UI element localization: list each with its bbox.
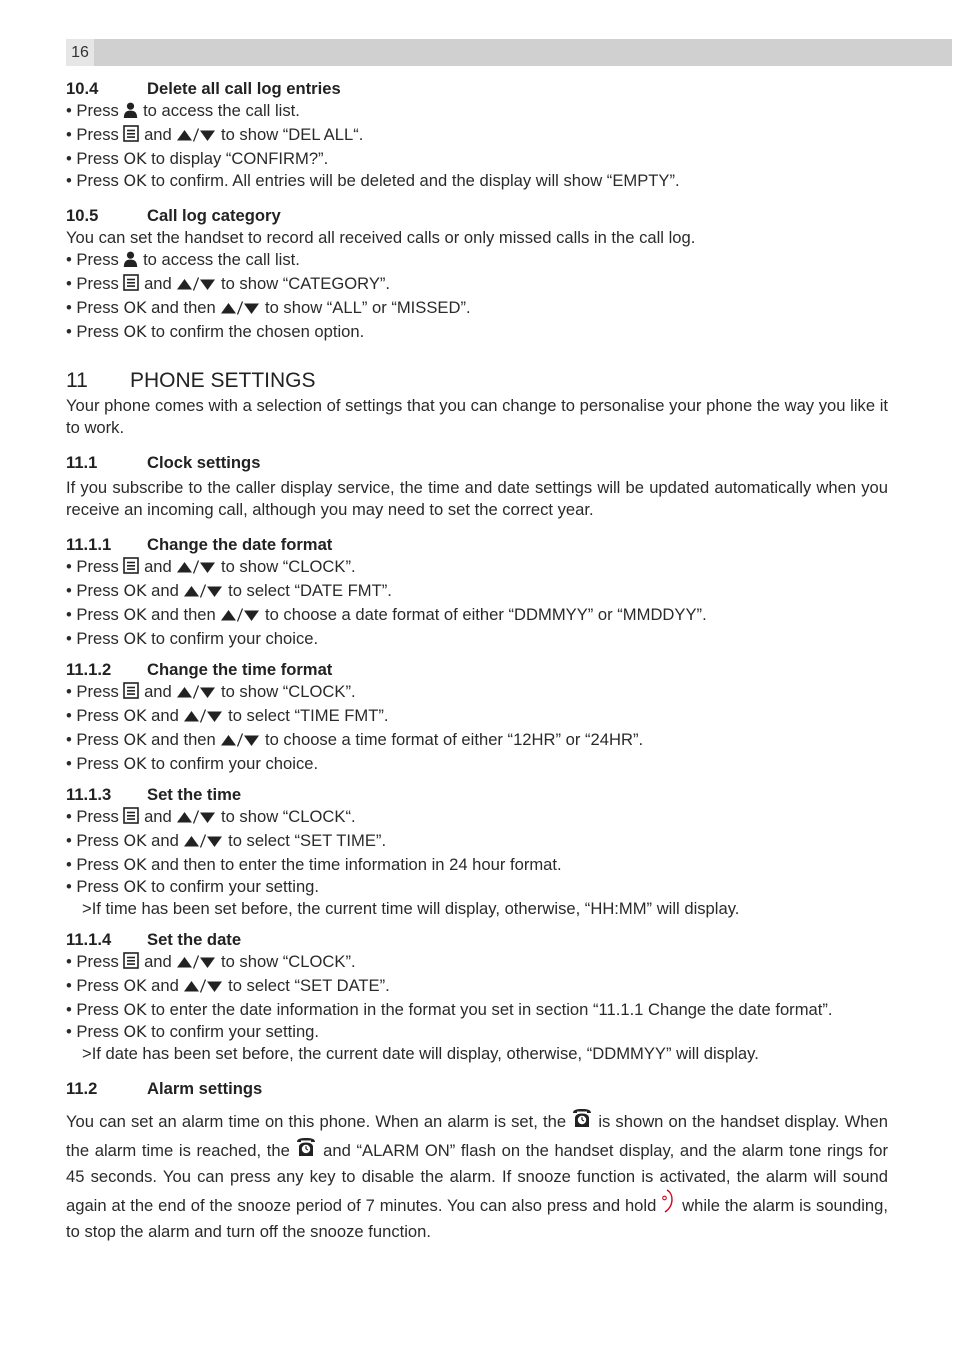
- end-call-icon: [661, 1189, 677, 1220]
- menu-icon: [123, 557, 139, 580]
- ok-key-label: OK: [123, 754, 147, 773]
- person-icon: [123, 251, 138, 273]
- ok-key-label: OK: [123, 831, 147, 850]
- up-down-arrows-icon: [176, 808, 216, 830]
- menu-icon: [123, 807, 139, 830]
- ok-key-label: OK: [123, 976, 147, 995]
- ok-key-label: OK: [123, 877, 147, 896]
- list-item: • Press OK to confirm your setting.: [66, 877, 320, 896]
- list-item: • Press OK to confirm your choice.: [66, 629, 319, 648]
- section-heading-11-1-1: 11.1.1 Change the date format: [66, 535, 333, 554]
- up-down-arrows-icon: [183, 582, 223, 604]
- section-heading-11-2: 11.2 Alarm settings: [66, 1079, 263, 1098]
- note: >If time has been set before, the current time will display, otherwise, “HH:MM” will display.: [82, 899, 740, 918]
- ok-key-label: OK: [123, 581, 147, 600]
- list-item: • Press and to show “CLOCK”.: [66, 951, 888, 975]
- paragraph: You can set an alarm time on this phone. When an alarm is set, the is shown on the handset display. When the alarm time is reached, the and “ALARM ON” flash on the handset display, and the alarm tone rings for 45 seconds. You can press any key to disable the alarm. If snooze function is activated, the alarm will sound again at the end of the snooze period of 7 minutes. You can also press and hold while the alarm is sounding, to stop the alarm and turn off the snooze function.: [66, 1107, 888, 1244]
- ok-key-label: OK: [123, 605, 147, 624]
- up-down-arrows-icon: [183, 832, 223, 854]
- up-down-arrows-icon: [220, 731, 260, 753]
- up-down-arrows-icon: [220, 606, 260, 628]
- list-item: • Press and to show “CLOCK“.: [66, 806, 888, 830]
- menu-icon: [123, 952, 139, 975]
- ok-key-label: OK: [123, 629, 147, 648]
- chapter-heading-11: 11 PHONE SETTINGS: [66, 369, 316, 392]
- list-item: • Press OK and to select “TIME FMT”.: [66, 705, 888, 729]
- section-heading-10-5: 10.5 Call log category: [66, 206, 281, 225]
- list-item: • Press OK and then to choose a time format of either “12HR” or “24HR”.: [66, 729, 888, 753]
- menu-icon: [123, 274, 139, 297]
- list-item: • Press and to show “CLOCK”.: [66, 681, 888, 705]
- list-item: • Press to access the call list.: [66, 249, 888, 273]
- ok-key-label: OK: [123, 171, 147, 190]
- list-item: • Press OK and then to show “ALL” or “MISSED”.: [66, 297, 888, 321]
- list-item: • Press and to show “CLOCK”.: [66, 556, 888, 580]
- ok-key-label: OK: [123, 149, 147, 168]
- up-down-arrows-icon: [220, 299, 260, 321]
- up-down-arrows-icon: [183, 977, 223, 999]
- alarm-clock-icon: [295, 1136, 317, 1165]
- up-down-arrows-icon: [183, 707, 223, 729]
- section-heading-11-1-2: 11.1.2 Change the time format: [66, 660, 333, 679]
- ok-key-label: OK: [123, 1000, 147, 1019]
- ok-key-label: OK: [123, 855, 147, 874]
- list-item: • Press and to show “DEL ALL“.: [66, 124, 888, 148]
- ok-key-label: OK: [123, 1022, 147, 1041]
- ok-key-label: OK: [123, 706, 147, 725]
- paragraph: If you subscribe to the caller display service, the time and date settings will be updated automatically when you receive an incoming call, although you may need to set the correct year.: [66, 478, 888, 519]
- page-number: 16: [66, 39, 94, 66]
- ok-key-label: OK: [123, 730, 147, 749]
- list-item: • Press OK to confirm your choice.: [66, 754, 319, 773]
- list-item: • Press OK to confirm the chosen option.: [66, 322, 365, 341]
- list-item: • Press OK and then to enter the time information in 24 hour format.: [66, 855, 562, 874]
- list-item: • Press OK and to select “DATE FMT”.: [66, 580, 888, 604]
- alarm-clock-icon: [571, 1107, 593, 1136]
- paragraph: Your phone comes with a selection of settings that you can change to personalise your phone the way you like it to work.: [66, 396, 888, 437]
- up-down-arrows-icon: [176, 275, 216, 297]
- menu-icon: [123, 125, 139, 148]
- page-header-bar: [66, 39, 952, 66]
- ok-key-label: OK: [123, 298, 147, 317]
- up-down-arrows-icon: [176, 126, 216, 148]
- list-item: • Press OK and to select “SET TIME”.: [66, 830, 888, 854]
- list-item: • Press to access the call list.: [66, 100, 888, 124]
- ok-key-label: OK: [123, 322, 147, 341]
- section-heading-10-4: 10.4 Delete all call log entries: [66, 79, 341, 98]
- manual-page-content: [66, 78, 888, 1244]
- list-item: • Press OK and to select “SET DATE”.: [66, 975, 888, 999]
- list-item: • Press OK to confirm. All entries will be deleted and the display will show “EMPTY”.: [66, 171, 680, 190]
- list-item: • Press OK to confirm your setting.: [66, 1022, 320, 1041]
- up-down-arrows-icon: [176, 558, 216, 580]
- list-item: • Press and to show “CATEGORY”.: [66, 273, 888, 297]
- paragraph: You can set the handset to record all received calls or only missed calls in the call log.: [66, 228, 696, 247]
- up-down-arrows-icon: [176, 953, 216, 975]
- note: >If date has been set before, the current date will display, otherwise, “DDMMYY” will display.: [82, 1044, 759, 1063]
- section-heading-11-1-4: 11.1.4 Set the date: [66, 930, 242, 949]
- list-item: • Press OK to display “CONFIRM?”.: [66, 149, 329, 168]
- list-item: • Press OK to enter the date information in the format you set in section “11.1.1 Change the date format”.: [66, 1000, 833, 1019]
- menu-icon: [123, 682, 139, 705]
- section-heading-11-1-3: 11.1.3 Set the time: [66, 785, 242, 804]
- person-icon: [123, 102, 138, 124]
- up-down-arrows-icon: [176, 683, 216, 705]
- section-heading-11-1: 11.1 Clock settings: [66, 453, 261, 472]
- list-item: • Press OK and then to choose a date format of either “DDMMYY” or “MMDDYY”.: [66, 604, 888, 628]
